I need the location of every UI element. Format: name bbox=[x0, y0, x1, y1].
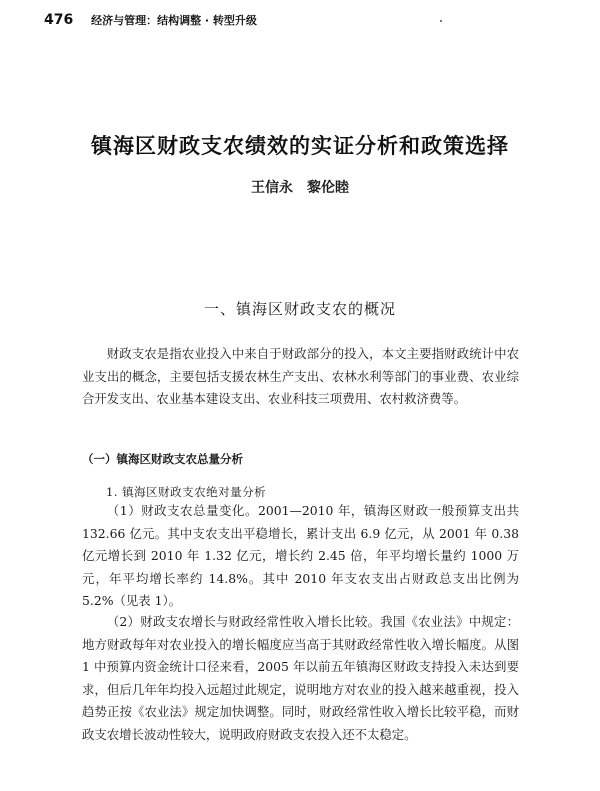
subsection-heading: （一）镇海区财政支农总量分析 bbox=[82, 452, 243, 466]
paragraph-growth-comparison: （2）财政支农增长与财政经常性收入增长比较。我国《农业法》中规定：地方财政每年对农业投入的增长幅度应当高于其财政经常性收入增长幅度。从图 1 中预算内资金统计口径来看，2005 年以前五年镇海区财政支持投入未达到要求，但后几年年均投入远超过此规定，说明地方对农业的投入越来越重视，投入趋势正按《农业法》规定加快调整。同时，财政经常性收入增长比较平稳，而财政支农增长波动性较大，说明政府财政支农投入还不太稳定。 bbox=[82, 614, 519, 742]
section-heading: 一、镇海区财政支农的概况 bbox=[203, 300, 396, 318]
article-title: 镇海区财政支农绩效的实证分析和政策选择 bbox=[91, 133, 509, 158]
article-authors: 王信永 黎伦睦 bbox=[251, 180, 349, 196]
paragraph-total-change: （1）财政支农总量变化。2001—2010 年，镇海区财政一般预算支出共 132.66 亿元。其中支农支出平稳增长，累计支出 6.9 亿元，从 2001 年 0.38 亿元增长到 2010 年 1.32 亿元，增长约 2.45 倍，年平均增长量约 1000 万元，年平均增长率约 14.8%。其中 2010 年支农支出占财政总支出比例为 5.2%（见表 1）。 bbox=[82, 503, 519, 608]
page-number: 476 bbox=[44, 12, 74, 28]
running-title: 经济与管理：结构调整 · 转型升级 bbox=[91, 14, 257, 27]
subsubsection-heading: 1. 镇海区财政支农绝对量分析 bbox=[106, 485, 267, 499]
running-header bbox=[44, 12, 257, 28]
scan-speck bbox=[440, 20, 442, 22]
intro-paragraph: 财政支农是指农业投入中来自于财政部分的投入，本文主要指财政统计中农业支出的概念，主要包括支援农林生产支出、农林水利等部门的事业费、农业综合开发支出、农业基本建设支出、农业科技三项费用、农村救济费等。 bbox=[82, 346, 519, 406]
